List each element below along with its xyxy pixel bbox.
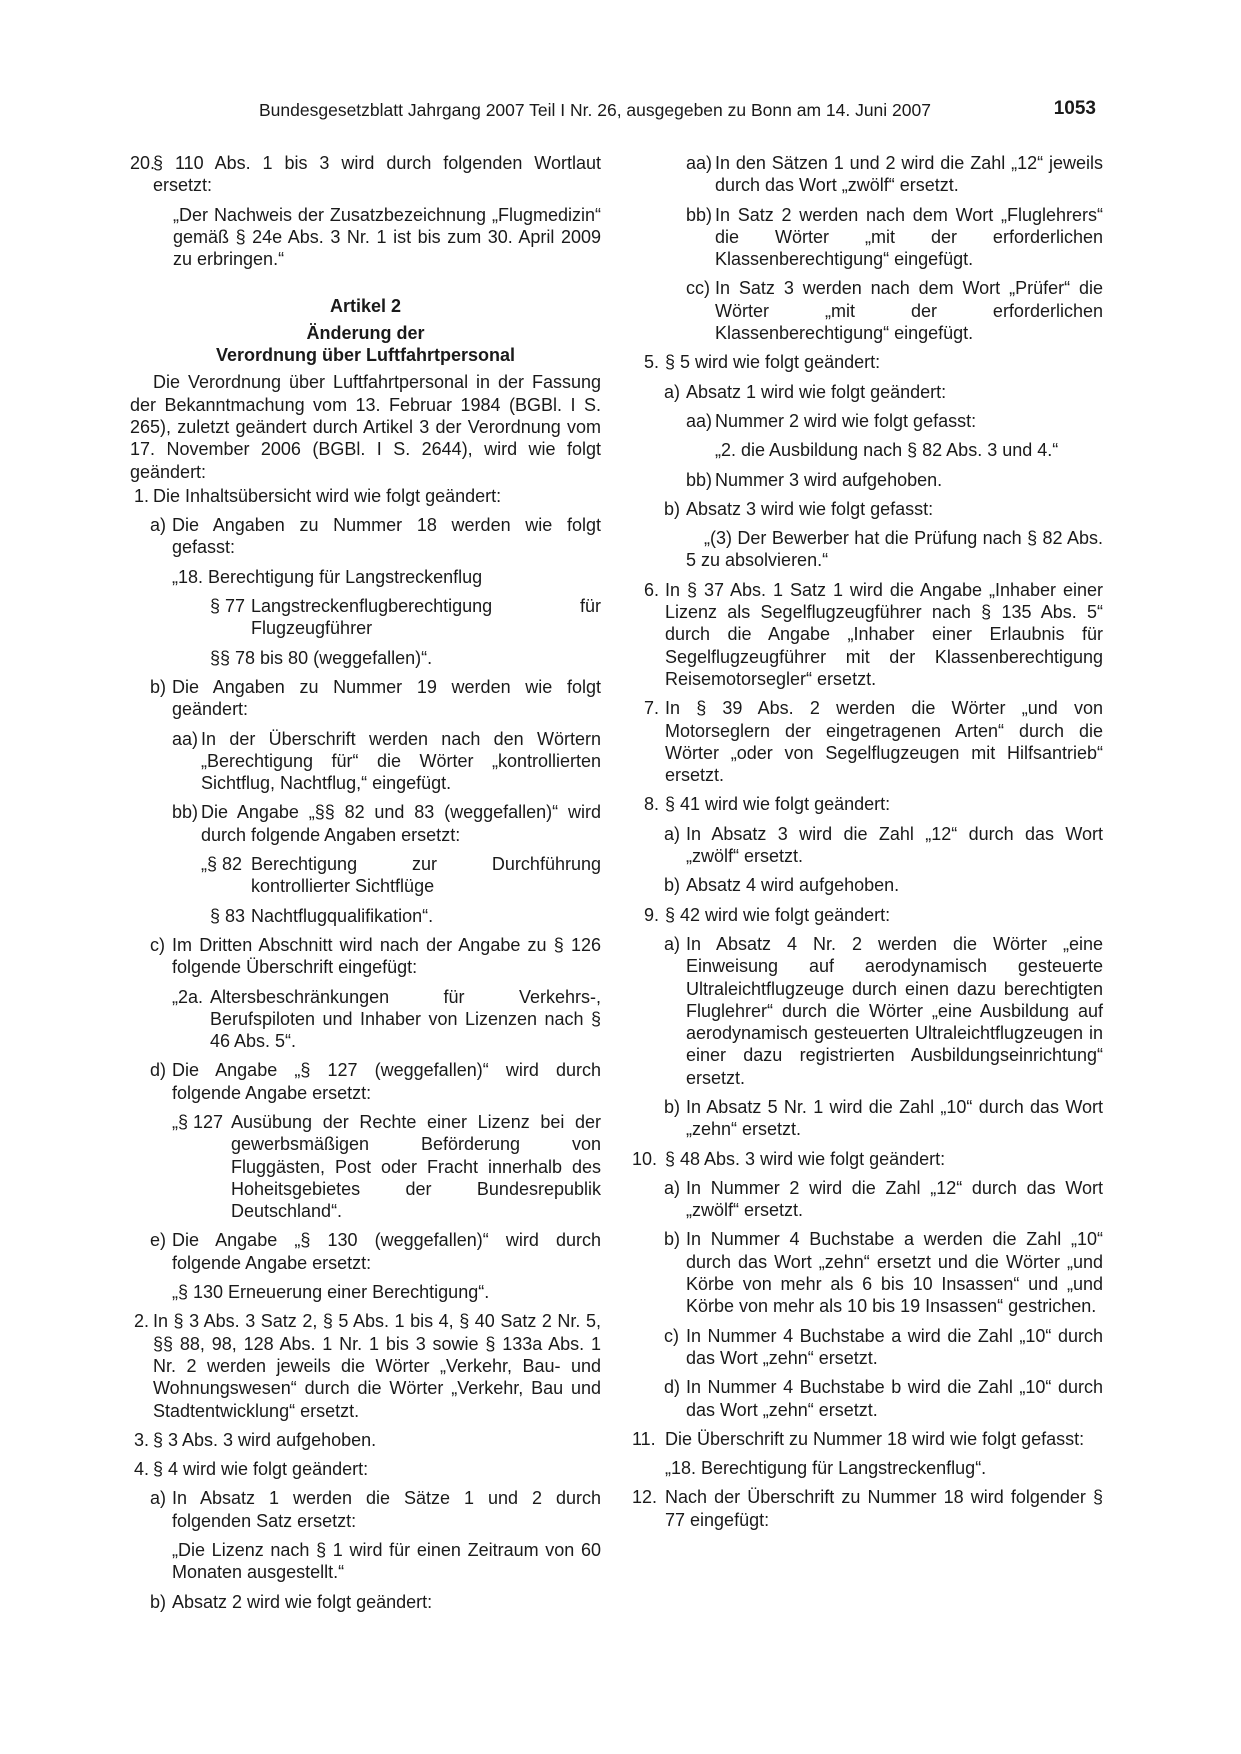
item-label: 3. [133,1429,149,1450]
amendment-item-20 [130,152,601,197]
quote-text: Nachtflugqualifikation“. [251,905,434,926]
item-text: In Nummer 4 Buchstabe a wird die Zahl „10“ durch das Wort „zehn“ ersetzt. [686,1325,1103,1368]
item-label: 5. [644,352,660,373]
subitem-4b [130,1591,601,1613]
subsubitem-1b-aa [130,728,601,795]
item-text: In Absatz 3 wird die Zahl „12“ durch das Wort „zwölf“ ersetzt. [686,823,1103,867]
item-label: 7. [644,698,660,719]
amendment-item-5 [632,351,1103,373]
subitem-9b [632,1096,1103,1141]
subitem-1c [130,934,601,979]
page-number: 1053 [1053,98,1096,119]
item-text: Nummer 2 wird wie folgt gefasst: [715,410,977,431]
running-title: Bundesgesetzblatt Jahrgang 2007 Teil I Nr. 26, ausgegeben zu Bonn am 14. Juni 2007 [259,100,931,120]
item-label: b) [664,875,681,896]
quote-label: § 77 [210,596,246,617]
amendment-item-6 [632,579,1103,690]
item-label: 11. [632,1428,656,1449]
subitem-5a [632,381,1103,403]
item-label: 12. [632,1487,658,1508]
quote-text: Altersbeschränkungen für Verkehrs-, Berufspiloten und Inhaber von Lizenzen nach § 46 Abs. 5“. [210,986,601,1052]
item-text: § 110 Abs. 1 bis 3 wird durch folgenden Wortlaut ersetzt: [153,153,601,196]
item-text: Im Dritten Abschnitt wird nach der Angabe zu § 126 folgende Überschrift eingefügt: [172,934,601,978]
item-text: Absatz 2 wird wie folgt geändert: [172,1591,433,1612]
subitem-1b [130,676,601,721]
item-label: bb) [686,204,713,225]
page-header [259,100,1096,126]
item-text: In der Überschrift werden nach den Wörtern „Berechtigung für“ die Wörter „kontrollierten Sichtflug, Nachtflug,“ eingefügt. [201,728,601,794]
intro-paragraph: Die Verordnung über Luftfahrtpersonal in der Fassung der Bekanntmachung vom 13. Februar 1984 (BGBl. I S. 265), zuletzt geändert durch Artikel 3 der Verordnung vom 17. November 2006 (BGBl. I S. 2644), wird wie folgt geändert: [130,372,601,482]
item-text: § 48 Abs. 3 wird wie folgt geändert: [665,1148,946,1169]
item-label: 4. [133,1459,149,1480]
quote-entry [130,853,601,898]
quote-block: „Der Nachweis der Zusatzbezeichnung „Flugmedizin“ gemäß § 24e Abs. 3 Nr. 1 ist bis zum 30. April 2009 zu erbringen.“ [173,204,601,270]
amendment-item-9 [632,904,1103,926]
item-label: 10. [632,1148,658,1169]
article-subtitle-line2: Verordnung über Luftfahrtpersonal [215,345,515,366]
item-text: In Satz 3 werden nach dem Wort „Prüfer“ die Wörter „mit der erforderlichen Klassenberechtigung“ eingefügt. [715,278,1103,344]
amendment-item-11 [632,1428,1103,1450]
item-text: Die Angaben zu Nummer 19 werden wie folgt geändert: [172,676,601,720]
item-text: In Nummer 2 wird die Zahl „12“ durch das Wort „zwölf“ ersetzt. [686,1177,1103,1221]
item-text: Nach der Überschrift zu Nummer 18 wird folgender § 77 eingefügt: [665,1487,1103,1530]
subitem-9a [632,933,1103,1089]
subitem-10d [632,1376,1103,1421]
item-text: In Absatz 4 Nr. 2 werden die Wörter „eine Einweisung auf aerodynamisch gesteuerte Ultraleichtflugzeuge durch einen dazu berechtigten Fluglehrer“ durch die Wörter „eine Ausbildung auf aerodynamisch gesteuerten Ultraleichtflugzeugen in einer dazu registrierten Ausbildungseinrichtung“ ersetzt. [686,933,1103,1088]
item-text: In Nummer 4 Buchstabe a werden die Zahl „10“ durch das Wort „zehn“ ersetzt und die Wörter „und Körbe von mehr als 6 bis 10 Insassen“ und „und Körbe von mehr als 10 bis 19 Insassen“ gestrichen. [686,1229,1103,1317]
item-text: § 3 Abs. 3 wird aufgehoben. [153,1429,377,1450]
right-column [632,152,1103,1531]
item-label: d) [150,1060,167,1081]
item-text: Nummer 3 wird aufgehoben. [715,469,943,490]
quote-label: „§ 127 [172,1111,224,1132]
subitem-8a [632,823,1103,868]
item-label: 1. [133,485,149,506]
quote-entry [130,905,601,927]
item-text: In den Sätzen 1 und 2 wird die Zahl „12“ jeweils durch das Wort „zwölf“ ersetzt. [715,153,1103,196]
item-label: 6. [644,579,660,600]
item-text: In Absatz 1 werden die Sätze 1 und 2 durch folgenden Satz ersetzt: [172,1488,601,1531]
item-text: § 42 wird wie folgt geändert: [665,904,891,925]
left-column [130,152,601,1613]
article-subtitle-line1: Änderung der [306,322,425,343]
subitem-4a [130,1487,601,1532]
item-label: 9. [644,904,660,925]
item-text: § 41 wird wie folgt geändert: [665,794,891,815]
amendment-item-8 [632,793,1103,815]
item-text: Absatz 3 wird wie folgt gefasst: [686,498,934,519]
quote-text: Ausübung der Rechte einer Lizenz bei der gewerbsmäßigen Beförderung von Fluggästen, Post oder Fracht innerhalb des Hoheitsgebietes der Bundesrepublik Deutschland“. [231,1111,601,1222]
subitem-1a [130,514,601,559]
item-label: bb) [172,802,199,823]
item-label: aa) [172,728,199,749]
item-label: a) [150,1488,167,1509]
article-title: Artikel 2 [329,296,402,317]
quote-entry [130,595,601,640]
item-label: b) [664,1229,681,1250]
amendment-item-3 [130,1429,601,1451]
amendment-item-1 [130,485,601,507]
item-label: c) [664,1325,679,1346]
item-label: c) [150,934,165,955]
item-label: 2. [133,1311,149,1332]
quote-line: „18. Berechtigung für Langstreckenflug [172,566,483,587]
subsubitem-5a-aa [632,410,1103,432]
item-text: In § 39 Abs. 2 werden die Wörter „und von Motorseglern der eingetragenen Arten“ durch die Wörter „oder von Segelflugzeugen mit Hilfsantrieb“ ersetzt. [665,698,1103,786]
item-text: Die Angabe „§ 127 (weggefallen)“ wird durch folgende Angabe ersetzt: [172,1060,601,1103]
item-text: Die Angabe „§§ 82 und 83 (weggefallen)“ wird durch folgende Angaben ersetzt: [201,802,601,845]
amendment-item-10 [632,1148,1103,1170]
item-label: bb) [686,469,713,490]
item-text: Absatz 1 wird wie folgt geändert: [686,381,947,402]
item-label: b) [664,1096,681,1117]
item-label: aa) [686,410,713,431]
quote-block: „(3) Der Bewerber hat die Prüfung nach § 82 Abs. 5 zu absolvieren.“ [686,528,1103,571]
item-label: b) [150,676,167,697]
quote-entry [130,1111,601,1222]
item-text: In Nummer 4 Buchstabe b wird die Zahl „10“ durch das Wort „zehn“ ersetzt. [686,1377,1103,1420]
subsubitem-4b-cc [632,277,1103,344]
subsubitem-1b-bb [130,801,601,846]
subsubitem-5a-bb [632,469,1103,491]
quote-block: „Die Lizenz nach § 1 wird für einen Zeitraum von 60 Monaten ausgestellt.“ [172,1540,601,1583]
subitem-1d [130,1059,601,1104]
item-label: a) [664,933,681,954]
subsubitem-4b-bb [632,204,1103,271]
item-text: In Satz 2 werden nach dem Wort „Fluglehrers“ die Wörter „mit der erforderlichen Klassenberechtigung“ eingefügt. [715,204,1103,270]
quote-entry [130,986,601,1053]
item-label: a) [664,823,681,844]
item-text: § 4 wird wie folgt geändert: [153,1459,369,1480]
item-text: Die Überschrift zu Nummer 18 wird wie folgt gefasst: [665,1428,1085,1449]
amendment-item-12 [632,1486,1103,1531]
quote-label: § 83 [210,905,246,926]
item-label: e) [150,1230,167,1251]
item-text: In § 37 Abs. 1 Satz 1 wird die Angabe „Inhaber einer Lizenz als Segelflugzeugführer nach § 135 Abs. 5“ durch die Angabe „Inhaber einer Erlaubnis für Segelflugzeugführer mit der Klassenberechtigung Reisemotorsegler“ ersetzt. [665,579,1103,689]
quote-label: „2a. [172,986,204,1007]
quote-line: „18. Berechtigung für Langstreckenflug“. [665,1458,987,1479]
quote-text: Berechtigung zur Durchführung kontrollierter Sichtflüge [251,854,601,897]
amendment-item-7 [632,697,1103,786]
item-label: 8. [644,794,660,815]
subitem-5b [632,498,1103,520]
item-label: a) [664,381,681,402]
item-label: 20. [130,153,156,173]
item-text: In § 3 Abs. 3 Satz 2, § 5 Abs. 1 bis 4, § 40 Satz 2 Nr. 5, §§ 88, 98, 128 Abs. 1 Nr. 1 bis 3 sowie § 133a Abs. 1 Nr. 2 werden jeweils die Wörter „Verkehr, Bau- und Wohnungswesen“ durch die Wörter „Verkehr, Bau und Stadtentwicklung“ ersetzt. [153,1311,601,1421]
item-text: Die Angabe „§ 130 (weggefallen)“ wird durch folgende Angabe ersetzt: [172,1230,601,1273]
subsubitem-4b-aa [632,152,1103,197]
item-text: Absatz 4 wird aufgehoben. [686,875,900,896]
amendment-item-2 [130,1310,601,1421]
item-label: aa) [686,153,713,173]
amendment-item-4 [130,1458,601,1480]
subitem-10b [632,1228,1103,1317]
quote-line: „§ 130 Erneuerung einer Berechtigung“. [172,1282,490,1303]
subitem-10a [632,1177,1103,1222]
item-label: b) [150,1591,167,1612]
subitem-8b [632,874,1103,896]
subitem-10c [632,1325,1103,1370]
item-text: § 5 wird wie folgt geändert: [665,352,881,373]
quote-line: §§ 78 bis 80 (weggefallen)“. [210,647,433,668]
subitem-1e [130,1229,601,1274]
item-text: In Absatz 5 Nr. 1 wird die Zahl „10“ durch das Wort „zehn“ ersetzt. [686,1096,1103,1140]
quote-label: „§ 82 [201,854,243,875]
item-text: Die Inhaltsübersicht wird wie folgt geändert: [153,485,502,506]
quote-text: Langstreckenflugberechtigung für Flugzeugführer [251,596,601,639]
item-label: a) [664,1177,681,1198]
item-label: b) [664,498,681,519]
item-label: cc) [686,278,710,299]
item-label: d) [664,1377,681,1398]
quote-line: „2. die Ausbildung nach § 82 Abs. 3 und 4.“ [715,440,1059,461]
item-text: Die Angaben zu Nummer 18 werden wie folgt gefasst: [172,515,601,558]
item-label: a) [150,515,167,536]
